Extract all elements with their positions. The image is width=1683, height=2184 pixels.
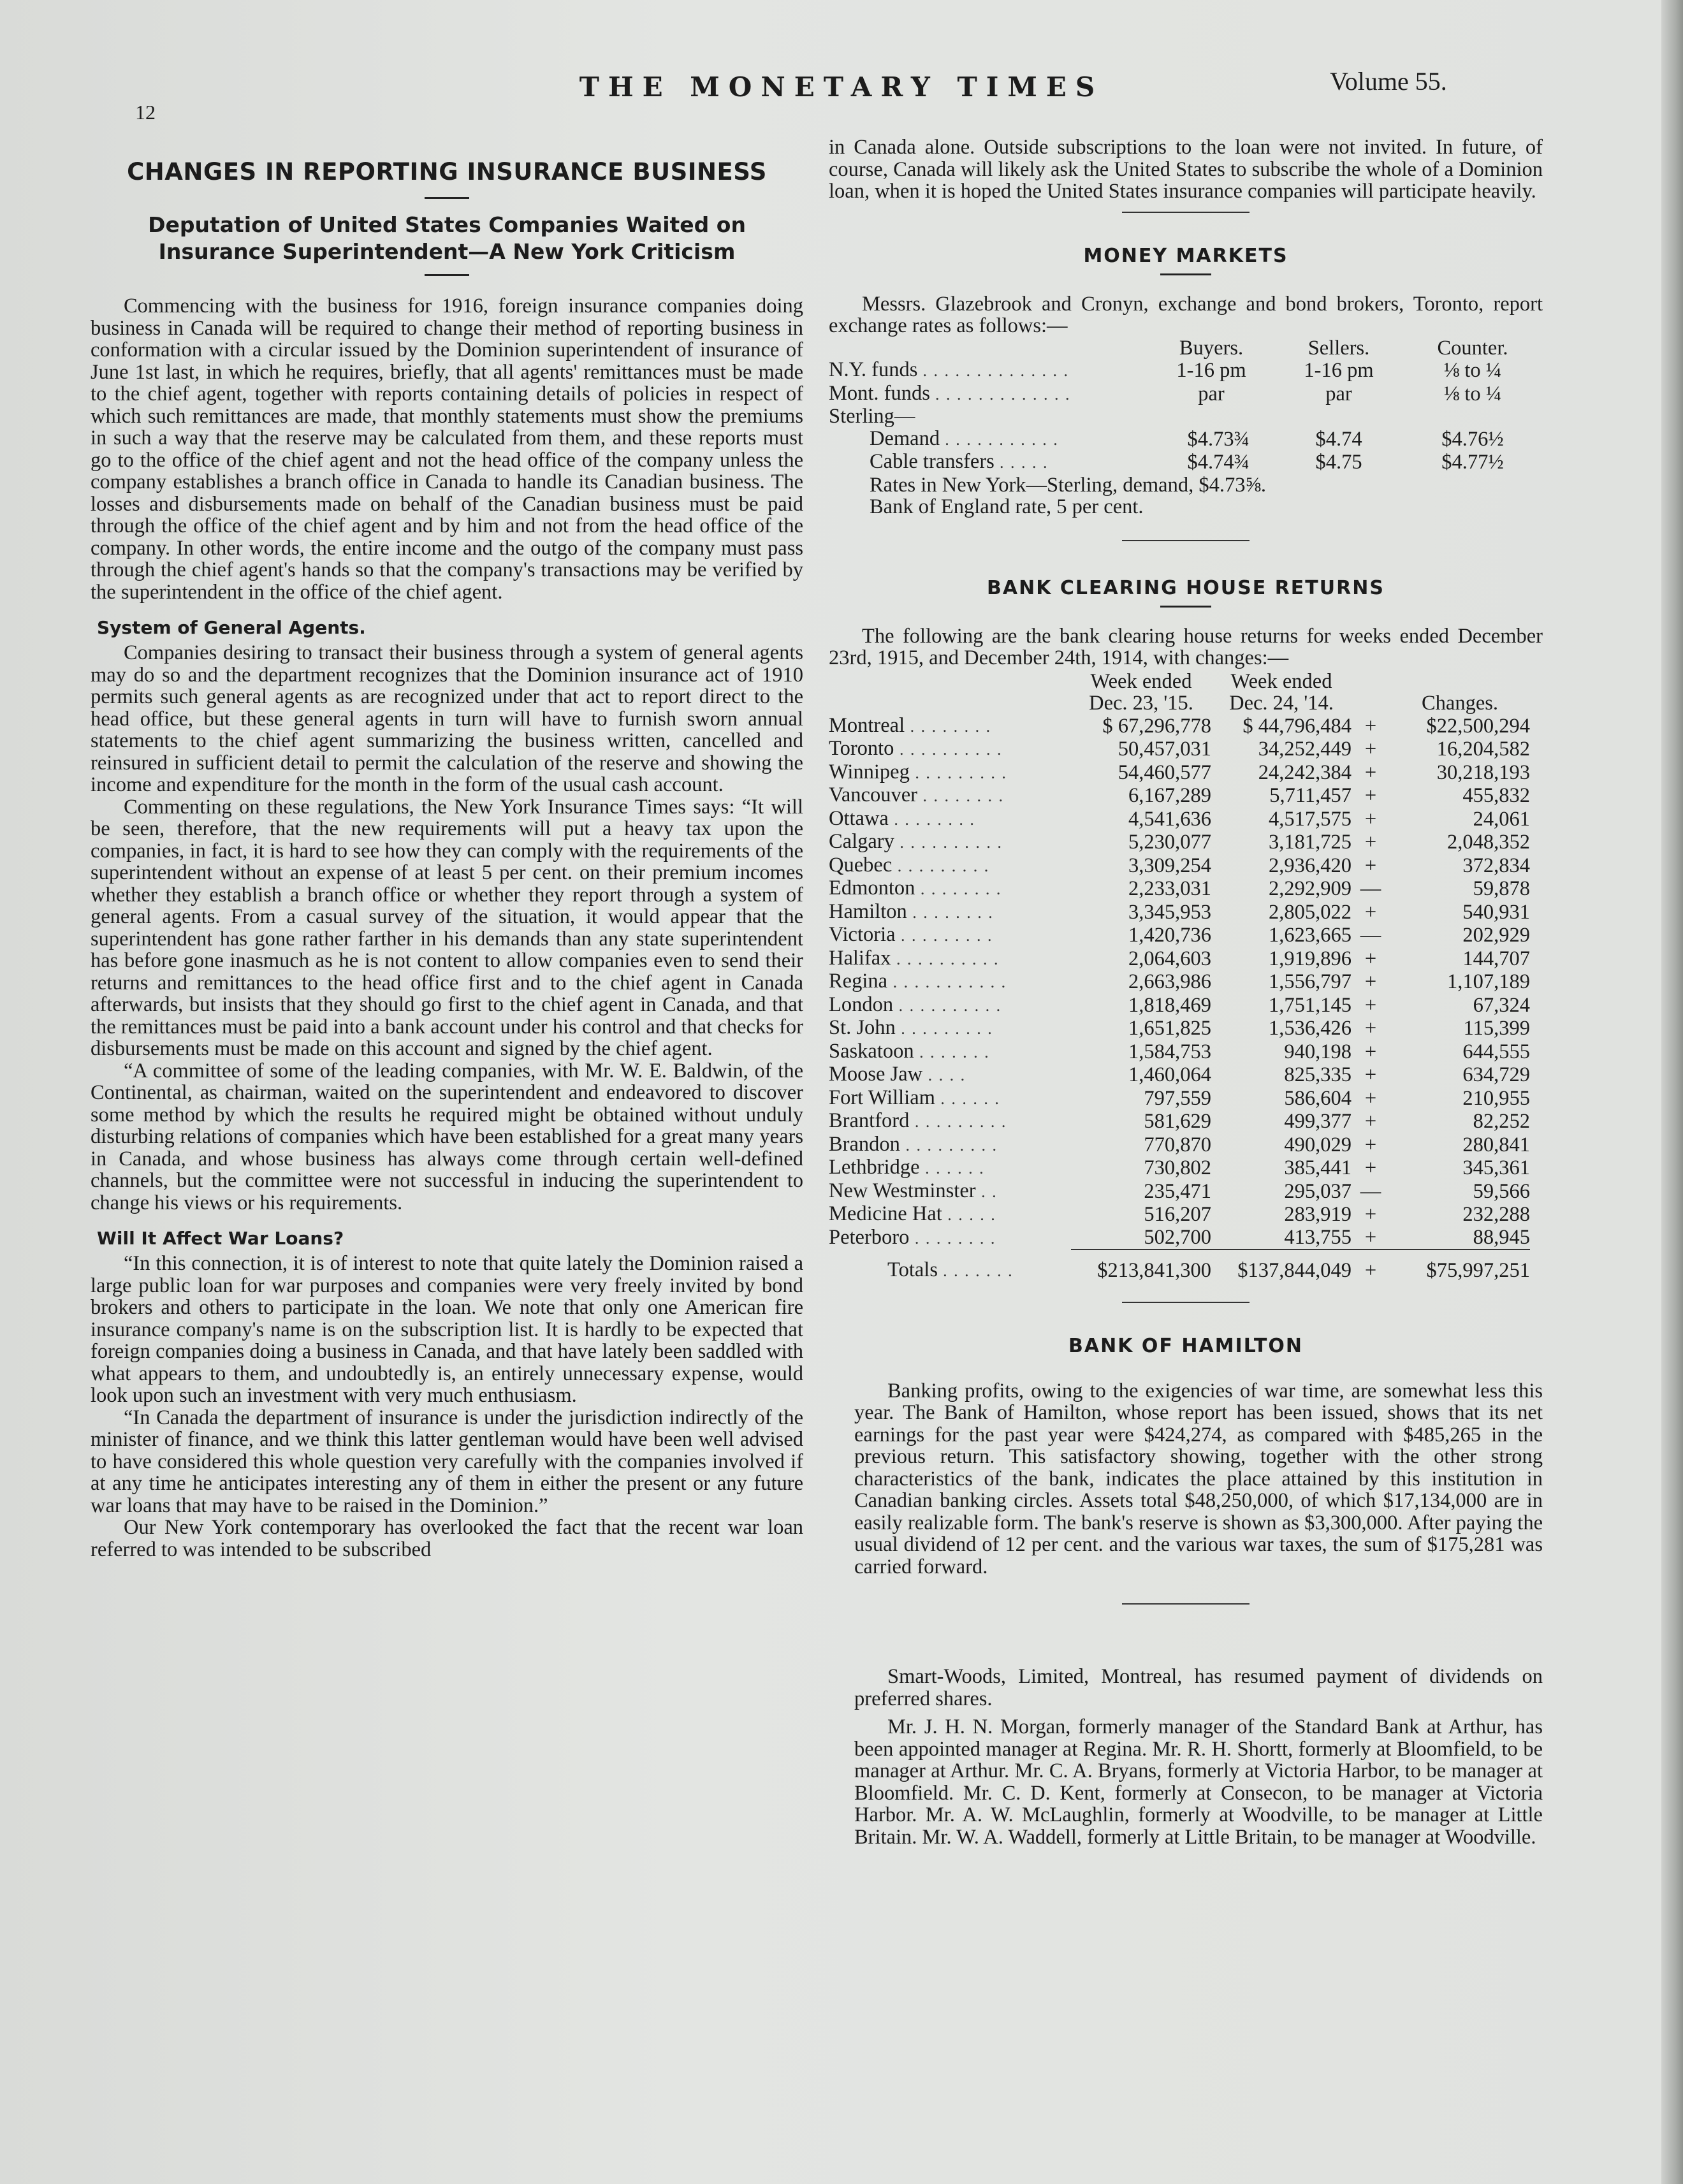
city-name: Vancouver	[829, 783, 917, 806]
city-name: Quebec	[829, 853, 892, 877]
change-sign: +	[1364, 714, 1377, 738]
week-1914-value: 1,556,797	[1269, 970, 1352, 993]
column-header: Sellers.	[1308, 336, 1370, 360]
week-1915-value: 2,663,986	[1128, 970, 1211, 993]
table-row: N.Y. funds . . . . . . . . . . . . . . 1-16 pm 1-16 pm ⅛ to ¼	[829, 359, 1543, 382]
city-name: Edmonton	[829, 877, 915, 899]
table-row: Cable transfers . . . . . $4.74¾ $4.75 $4.77½	[829, 451, 1543, 474]
row-label: N.Y. funds	[829, 358, 918, 381]
change-sign: —	[1360, 1179, 1381, 1203]
change-value: 67,324	[1473, 993, 1530, 1017]
week-1915-value: 3,309,254	[1128, 854, 1211, 877]
table-row: Demand . . . . . . . . . . . $4.73¾ $4.74 $4.76½	[829, 428, 1543, 451]
week-1914-value: 24,242,384	[1258, 761, 1352, 784]
table-row: Ottawa . . . . . . . . 4,541,636 4,517,575 + 24,061	[829, 806, 1530, 831]
buyers-value: $4.73¾	[1187, 427, 1250, 451]
divider	[1160, 606, 1211, 608]
change-sign: +	[1364, 970, 1377, 993]
table-row: Fort William . . . . . . 797,559 586,604 + 210,955	[829, 1086, 1530, 1110]
notes-paragraph: Mr. J. H. N. Morgan, formerly manager of the Standard Bank at Arthur, has been appointed manager at Regina. Mr. R. H. Shortt, formerly at Bloomfield, to be manager at Arthur. Mr. C. A. Bryans, formerly at Victoria Harbor, to be manager at Bloomfield. Mr. C. D. Kent, formerly at Consecon, to be manager at Victoria Harbor. Mr. A. W. McLaughlin, formerly at Woodville, to be manager at Little Britain. Mr. W. A. Waddell, formerly at Little Britain, to be manager at Woodville.	[854, 1715, 1543, 1849]
counter-value: $4.76½	[1441, 427, 1504, 451]
buyers-value: 1-16 pm	[1176, 359, 1246, 382]
table-row: Medicine Hat . . . . . 516,207 283,919 + 232,288	[829, 1202, 1530, 1226]
week-1914-value: 1,751,145	[1269, 993, 1352, 1017]
change-value: 455,832	[1462, 784, 1530, 807]
sellers-value: $4.75	[1315, 451, 1362, 474]
divider	[425, 274, 469, 276]
city-name: Brantford	[829, 1109, 910, 1132]
week-1915-value: 730,802	[1144, 1156, 1211, 1179]
week-1914-value: 490,029	[1284, 1133, 1352, 1156]
week-1915-value: 2,064,603	[1128, 947, 1211, 970]
week-1914-value: 4,517,575	[1269, 807, 1352, 831]
money-markets-table	[829, 337, 1543, 474]
article-title: CHANGES IN REPORTING INSURANCE BUSINESS	[127, 158, 767, 186]
change-value: 202,929	[1462, 924, 1530, 947]
week-1914-value: 5,711,457	[1269, 784, 1352, 807]
table-row: Hamilton . . . . . . . . 3,345,953 2,805,022 + 540,931	[829, 899, 1530, 924]
city-name: Fort William	[829, 1086, 935, 1109]
city-name: Saskatoon	[829, 1039, 914, 1063]
rule-row	[829, 1249, 1530, 1259]
totals-sign: +	[1364, 1259, 1377, 1282]
change-sign: +	[1364, 1156, 1377, 1179]
volume-label: Volume 55.	[1330, 67, 1447, 96]
change-sign: +	[1364, 738, 1377, 761]
city-name: Halifax	[829, 946, 891, 970]
change-sign: +	[1364, 993, 1377, 1017]
week-1915-value: 1,818,469	[1128, 993, 1211, 1017]
change-sign: +	[1364, 831, 1377, 854]
totals-change: $75,997,251	[1426, 1259, 1530, 1282]
table-row: New Westminster . . 235,471 295,037 — 59,566	[829, 1179, 1530, 1203]
city-name: St. John	[829, 1016, 896, 1039]
column-header: Dec. 24, '14.	[1229, 692, 1334, 715]
change-value: 16,204,582	[1436, 738, 1530, 761]
change-value: 634,729	[1462, 1063, 1530, 1086]
week-1915-value: 770,870	[1144, 1133, 1211, 1156]
section-heading: Will It Affect War Loans?	[97, 1228, 344, 1249]
article-paragraph: Commenting on these regulations, the New York Insurance Times says: “It will be seen, therefore, that the new requirements will put a heavy tax upon the companies, in fact, it is hard to see how they can comply with the requirements of the superintendent without an expense of at least 5 per cent. on their premium incomes whether they establish a branch office or whether they report through a system of general agents. From a casual survey of the situation, it would appear that the superintendent has gone rather farther in his demands than any state superintendent has before gone inasmuch as he is not content to allow companies even to send their returns and remittances to the head office first and to the chief agent in Canada afterwards, but insists that they should go first to the chief agent in Canada, and that the remittances must be paid into a bank account under his control and that checks for disbursements must be made on this account and signed by the chief agent.	[91, 795, 803, 1060]
change-value: 59,566	[1473, 1179, 1530, 1203]
week-1914-value: $ 44,796,484	[1242, 714, 1352, 738]
week-1915-value: 2,233,031	[1128, 877, 1211, 900]
change-value: 372,834	[1462, 854, 1530, 877]
change-sign: +	[1364, 1017, 1377, 1040]
table-row: Lethbridge . . . . . . 730,802 385,441 + 345,361	[829, 1156, 1530, 1179]
divider	[1160, 273, 1211, 275]
change-value: 82,252	[1473, 1110, 1530, 1133]
change-sign: +	[1364, 947, 1377, 970]
divider	[1122, 1302, 1250, 1303]
change-value: 210,955	[1462, 1086, 1530, 1110]
change-value: 232,288	[1462, 1203, 1530, 1226]
article-paragraph: Our New York contemporary has overlooked the fact that the recent war loan referred to was intended to be subscribed	[91, 1516, 803, 1561]
table-header-row	[829, 337, 1543, 360]
week-1914-value: 385,441	[1284, 1156, 1352, 1179]
change-value: 644,555	[1462, 1040, 1530, 1063]
week-1915-value: 516,207	[1144, 1203, 1211, 1226]
change-value: 540,931	[1462, 900, 1530, 924]
week-1914-value: 1,623,665	[1269, 924, 1352, 947]
week-1914-value: 499,377	[1284, 1110, 1352, 1133]
city-name: Medicine Hat	[829, 1202, 942, 1225]
change-value: $22,500,294	[1426, 714, 1530, 738]
change-value: 30,218,193	[1436, 761, 1530, 784]
counter-value: ⅛ to ¼	[1443, 382, 1502, 405]
table-row	[829, 405, 1543, 428]
buyers-value: $4.74¾	[1187, 451, 1250, 474]
table-row: Toronto . . . . . . . . . . 50,457,031 34,252,449 + 16,204,582	[829, 737, 1530, 761]
change-value: 280,841	[1462, 1133, 1530, 1156]
table-row: Peterboro . . . . . . . . 502,700 413,755 + 88,945	[829, 1225, 1530, 1249]
column-header: Dec. 23, '15.	[1089, 692, 1193, 715]
totals-row: Totals . . . . . . . $213,841,300 $137,844,049 + $75,997,251	[887, 1258, 1530, 1282]
divider	[425, 197, 469, 199]
change-sign: +	[1364, 784, 1377, 807]
change-value: 24,061	[1473, 807, 1530, 831]
column-header: Counter.	[1437, 336, 1508, 360]
sellers-value: 1-16 pm	[1304, 359, 1374, 382]
divider	[1122, 540, 1250, 541]
change-sign: +	[1364, 1110, 1377, 1133]
city-name: Victoria	[829, 923, 896, 946]
city-name: Ottawa	[829, 806, 889, 830]
column-header: Changes.	[1421, 692, 1499, 715]
table-row: Brantford . . . . . . . . . 581,629 499,377 + 82,252	[829, 1109, 1530, 1133]
city-name: New Westminster	[829, 1179, 976, 1202]
left-column	[91, 147, 803, 1561]
week-1915-value: 1,420,736	[1128, 924, 1211, 947]
counter-value: $4.77½	[1441, 451, 1504, 474]
change-sign: +	[1364, 900, 1377, 924]
column-header: Buyers.	[1179, 336, 1244, 360]
article-paragraph: “In this connection, it is of interest to note that quite lately the Dominion raised a large public loan for war purposes and companies were very freely invited by bond brokers and others to participate in the loan. We note that only one American fire insurance company's name is on the subscription list. It is hardly to be expected that foreign companies doing a business in Canada, and that have lately been saddled with what appears to them, and undoubtedly is, an entirely unnecessary expense, would look upon such an investment with very much enthusiasm.	[91, 1252, 803, 1407]
table-row: Calgary . . . . . . . . . . 5,230,077 3,181,725 + 2,048,352	[829, 830, 1530, 854]
counter-value: ⅛ to ¼	[1443, 359, 1502, 382]
week-1914-value: 34,252,449	[1258, 738, 1352, 761]
column-header: Week ended	[1090, 669, 1192, 693]
week-1914-value: 2,292,909	[1269, 877, 1352, 900]
week-1914-value: 586,604	[1284, 1086, 1352, 1110]
week-1915-value: 5,230,077	[1128, 831, 1211, 854]
week-1914-value: 413,755	[1284, 1226, 1352, 1249]
table-header-row	[829, 692, 1530, 715]
change-sign: +	[1364, 807, 1377, 831]
table-row: Moose Jaw . . . . 1,460,064 825,335 + 634,729	[829, 1063, 1530, 1086]
change-value: 1,107,189	[1447, 970, 1530, 993]
city-name: Moose Jaw	[829, 1063, 923, 1086]
table-row: Regina . . . . . . . . . . . 2,663,986 1,556,797 + 1,107,189	[829, 970, 1530, 993]
page-binding-edge	[1661, 0, 1683, 2184]
totals-1915: $213,841,300	[1097, 1259, 1211, 1282]
section-title-hamilton: BANK OF HAMILTON	[1068, 1334, 1303, 1357]
table-row: Montreal . . . . . . . . $ 67,296,778 $ 44,796,484 + $22,500,294	[829, 713, 1530, 738]
sellers-value: par	[1325, 382, 1352, 405]
clearing-intro: The following are the bank clearing house returns for weeks ended December 23rd, 1915, and December 24th, 1914, with changes:—	[829, 624, 1543, 669]
totals-1914: $137,844,049	[1237, 1259, 1352, 1282]
table-row: Winnipeg . . . . . . . . . 54,460,577 24,242,384 + 30,218,193	[829, 760, 1530, 784]
change-sign: +	[1364, 1040, 1377, 1063]
row-label: Cable transfers	[870, 450, 994, 473]
week-1915-value: 1,651,825	[1128, 1017, 1211, 1040]
page-number: 12	[135, 101, 156, 124]
table-row: Victoria . . . . . . . . . 1,420,736 1,623,665 — 202,929	[829, 923, 1530, 947]
table-row: Edmonton . . . . . . . . 2,233,031 2,292,909 — 59,878	[829, 877, 1530, 900]
city-name: Calgary	[829, 830, 894, 853]
change-sign: +	[1364, 1133, 1377, 1156]
table-row: London . . . . . . . . . . 1,818,469 1,751,145 + 67,324	[829, 993, 1530, 1017]
week-1915-value: 235,471	[1144, 1179, 1211, 1203]
sellers-value: $4.74	[1315, 427, 1362, 451]
money-markets-note: Bank of England rate, 5 per cent.	[870, 495, 1144, 518]
totals-label: Totals	[887, 1258, 938, 1281]
buyers-value: par	[1198, 382, 1225, 405]
week-1915-value: 4,541,636	[1128, 807, 1211, 831]
table-row: Halifax . . . . . . . . . . 2,064,603 1,919,896 + 144,707	[829, 946, 1530, 970]
week-1914-value: 295,037	[1284, 1179, 1352, 1203]
article-subtitle: Deputation of United States Companies Waited on Insurance Superintendent—A New York Criticism	[148, 212, 746, 264]
article-paragraph: “A committee of some of the leading companies, with Mr. W. E. Baldwin, of the Continental, as chairman, waited on the superintendent and endeavored to discover some method by which the results he required might be obtained without unduly disturbing relations of companies which have been established for a great many years in Canada, and whose business has always come through certain well-defined channels, but the committee were not successful in inducing the superintendent to change his views or his requirements.	[91, 1059, 803, 1214]
section-heading: System of General Agents.	[97, 617, 366, 638]
city-name: Lethbridge	[829, 1156, 920, 1179]
week-1914-value: 825,335	[1284, 1063, 1352, 1086]
masthead-title: THE MONETARY TIMES	[579, 71, 1104, 103]
column-header: Week ended	[1230, 669, 1332, 693]
row-label: Demand	[870, 426, 940, 450]
city-name: Peterboro	[829, 1225, 910, 1249]
city-name: Montreal	[829, 713, 905, 737]
city-name: Winnipeg	[829, 760, 910, 783]
week-1915-value: 3,345,953	[1128, 900, 1211, 924]
city-name: Brandon	[829, 1132, 900, 1156]
week-1915-value: $ 67,296,778	[1102, 714, 1211, 738]
money-markets-note: Rates in New York—Sterling, demand, $4.73⅝.	[870, 473, 1266, 497]
week-1914-value: 2,805,022	[1269, 900, 1352, 924]
change-sign: —	[1360, 877, 1381, 900]
table-row: Saskatoon . . . . . . . 1,584,753 940,198 + 644,555	[829, 1039, 1530, 1063]
section-title-clearing: BANK CLEARING HOUSE RETURNS	[987, 576, 1385, 599]
week-1914-value: 3,181,725	[1269, 831, 1352, 854]
divider	[1122, 1603, 1250, 1605]
row-label: Sterling—	[829, 405, 915, 428]
clearing-table	[829, 671, 1530, 1283]
change-sign: +	[1364, 1203, 1377, 1226]
article-paragraph: in Canada alone. Outside subscriptions to the loan were not invited. In future, of course, Canada will likely ask the United States to subscribe the whole of a Dominion loan, when it is hoped the United States insurance companies will participate heavily.	[829, 136, 1543, 203]
change-sign: +	[1364, 1226, 1377, 1249]
table-header-row	[829, 671, 1530, 693]
city-name: Regina	[829, 970, 888, 993]
city-name: Toronto	[829, 737, 894, 760]
change-sign: +	[1364, 761, 1377, 784]
change-value: 2,048,352	[1447, 831, 1530, 854]
hamilton-paragraph: Banking profits, owing to the exigencies of war time, are somewhat less this year. The Bank of Hamilton, whose report has been issued, shows that its net earnings for the past year were $424,274, as compared with $485,265 in the previous return. This satisfactory showing, together with the other strong characteristics of the bank, indicates the place attained by this institution in Canadian banking circles. Assets total $48,250,000, of which $17,134,000 are in easily realizable form. The bank's reserve is shown as $3,300,000. After paying the usual dividend of 12 per cent. and the various war taxes, the sum of $175,281 was carried forward.	[854, 1379, 1543, 1578]
week-1915-value: 1,460,064	[1128, 1063, 1211, 1086]
table-row: Quebec . . . . . . . . . 3,309,254 2,936,420 + 372,834	[829, 853, 1530, 877]
right-column	[829, 136, 1543, 1848]
week-1914-value: 1,536,426	[1269, 1017, 1352, 1040]
week-1915-value: 54,460,577	[1118, 761, 1211, 784]
change-value: 345,361	[1462, 1156, 1530, 1179]
week-1915-value: 6,167,289	[1128, 784, 1211, 807]
change-value: 115,399	[1463, 1017, 1530, 1040]
week-1915-value: 502,700	[1144, 1226, 1211, 1249]
week-1914-value: 283,919	[1284, 1203, 1352, 1226]
week-1915-value: 50,457,031	[1118, 738, 1211, 761]
week-1914-value: 1,919,896	[1269, 947, 1352, 970]
row-label: Mont. funds	[829, 381, 930, 405]
change-sign: +	[1364, 854, 1377, 877]
table-row: St. John . . . . . . . . . 1,651,825 1,536,426 + 115,399	[829, 1016, 1530, 1040]
week-1915-value: 797,559	[1144, 1086, 1211, 1110]
table-row: Vancouver . . . . . . . . 6,167,289 5,711,457 + 455,832	[829, 783, 1530, 807]
week-1914-value: 2,936,420	[1269, 854, 1352, 877]
change-value: 59,878	[1473, 877, 1530, 900]
city-name: Hamilton	[829, 899, 907, 923]
divider	[1122, 212, 1250, 213]
change-value: 144,707	[1462, 947, 1530, 970]
notes-paragraph: Smart-Woods, Limited, Montreal, has resumed payment of dividends on preferred shares.	[854, 1665, 1543, 1710]
change-sign: —	[1360, 924, 1381, 947]
change-sign: +	[1364, 1063, 1377, 1086]
table-row: Mont. funds . . . . . . . . . . . . . par par ⅛ to ¼	[829, 382, 1543, 406]
week-1915-value: 1,584,753	[1128, 1040, 1211, 1063]
article-paragraph: “In Canada the department of insurance is under the jurisdiction indirectly of the minister of finance, and we think this latter gentleman would have been well advised to have considered this whole question very carefully with the companies involved if at any time he anticipates interesting any of them in either the present or any future war loans that may have to be raised in the Dominion.”	[91, 1406, 803, 1517]
money-markets-intro: Messrs. Glazebrook and Cronyn, exchange and bond brokers, Toronto, report exchange rates as follows:—	[829, 292, 1543, 337]
city-name: London	[829, 993, 894, 1016]
article-paragraph: Companies desiring to transact their business through a system of general agents may do so and the department recognizes that the Dominion insurance act of 1910 permits such general agents as are recognized under that act to report direct to the head office, but these general agents in turn will have to furnish sworn annual statements to the chief agent summarizing the business written, cancelled and reinsured in sufficient detail to permit the calculation of the reserve and showing the income and expenditure for the month in the form of the usual cash account.	[91, 641, 803, 796]
change-value: 88,945	[1473, 1226, 1530, 1249]
table-row: Brandon . . . . . . . . . 770,870 490,029 + 280,841	[829, 1132, 1530, 1156]
week-1915-value: 581,629	[1144, 1110, 1211, 1133]
week-1914-value: 940,198	[1284, 1040, 1352, 1063]
change-sign: +	[1364, 1086, 1377, 1110]
article-paragraph: Commencing with the business for 1916, foreign insurance companies doing business in Canada will be required to change their method of reporting business in conformation with a circular issued by the Dominion superintendent of insurance of June 1st last, in which he requires, briefly, that all agents' remittances must be made to the chief agent, together with reports containing details of policies in respect of which such remittances are made, that monthly statements must show the premiums in such a way that the reserve may be calculated from them, and these reports must go to the office of the chief agent and not the head office of the company unless the company establishes a branch office in Canada to handle its Canadian business. The losses and disbursements made on behalf of the Canadian business must be paid through the office of the chief agent and by him and not from the head office of the company. In other words, the entire income and the outgo of the company must pass through the chief agent's hands so that the company's transactions may be verified by the superintendent in the office of the chief agent.	[91, 295, 803, 604]
section-title-money-markets: MONEY MARKETS	[1083, 244, 1288, 267]
